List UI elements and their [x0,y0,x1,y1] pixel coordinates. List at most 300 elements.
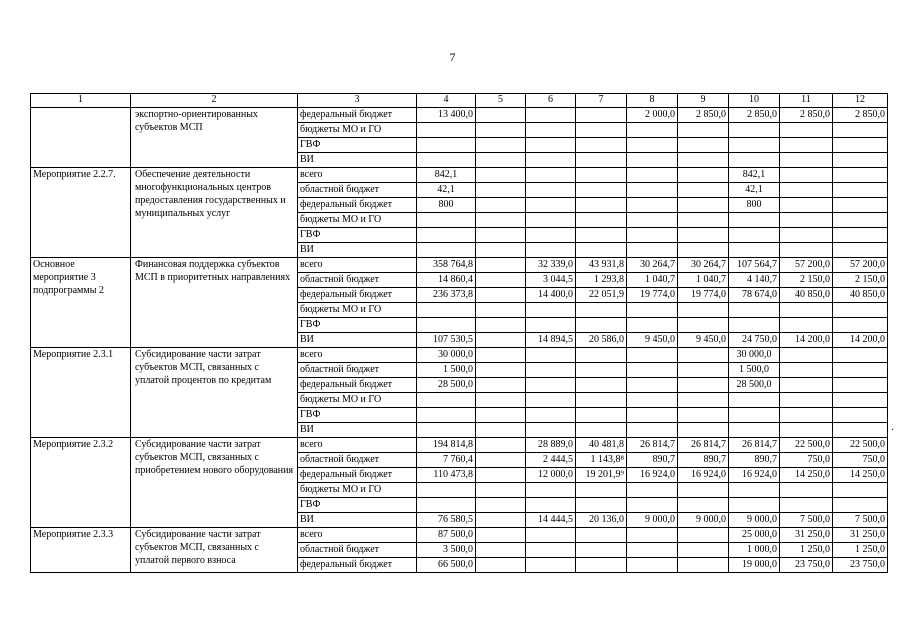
amount-cell [576,183,627,198]
amount-cell [627,423,678,438]
amount-cell [729,243,780,258]
amount-cell [729,393,780,408]
amount-cell [833,168,888,183]
amount-cell [780,393,833,408]
amount-cell [417,393,476,408]
amount-cell: 87 500,0 [417,528,476,543]
amount-cell: 1 250,0 [833,543,888,558]
amount-cell [476,198,526,213]
amount-cell: 3 044,5 [526,273,576,288]
amount-cell: 9 000,0 [729,513,780,528]
amount-cell: 23 750,0 [780,558,833,573]
amount-cell [476,378,526,393]
amount-cell [729,138,780,153]
amount-cell: 800 [417,198,476,213]
funding-source: ВИ [298,423,417,438]
amount-cell: 13 400,0 [417,108,476,123]
measure-code: Мероприятие 2.3.2 [31,438,131,528]
amount-cell: 3 500,0 [417,543,476,558]
funding-source: всего [298,168,417,183]
amount-cell [780,363,833,378]
amount-cell [833,198,888,213]
amount-cell: 7 760,4 [417,453,476,468]
amount-cell: 2 850,0 [833,108,888,123]
amount-cell [627,228,678,243]
amount-cell [780,303,833,318]
amount-cell: 40 481,8 [576,438,627,453]
amount-cell: 19 000,0 [729,558,780,573]
amount-cell: 30 264,7 [627,258,678,273]
column-number-cell: 12 [833,94,888,108]
amount-cell [780,483,833,498]
amount-cell: 31 250,0 [780,528,833,543]
amount-cell [627,543,678,558]
amount-cell [678,543,729,558]
funding-source: бюджеты МО и ГО [298,393,417,408]
amount-cell: 2 444,5 [526,453,576,468]
funding-source: ГВФ [298,228,417,243]
amount-cell: 7 500,0 [780,513,833,528]
amount-cell [526,483,576,498]
amount-cell: 40 850,0 [833,288,888,303]
amount-cell [678,183,729,198]
amount-cell [729,213,780,228]
funding-source: федеральный бюджет [298,108,417,123]
funding-source: ГВФ [298,498,417,513]
amount-cell [780,243,833,258]
measure-name: Финансовая поддержка субъектов МСП в приоритетных направлениях [131,258,298,348]
amount-cell: 22 051,9 [576,288,627,303]
amount-cell: 26 814,7 [678,438,729,453]
amount-cell [729,483,780,498]
amount-cell [678,123,729,138]
amount-cell [526,318,576,333]
amount-cell [627,483,678,498]
amount-cell [417,213,476,228]
amount-cell: 30 000,0 [417,348,476,363]
amount-cell: 66 500,0 [417,558,476,573]
amount-cell [833,318,888,333]
funding-source: областной бюджет [298,273,417,288]
measure-name: Обеспечение деятельности многофункциональных центров предоставления государственных и муниципальных услуг [131,168,298,258]
amount-cell: 2 850,0 [678,108,729,123]
amount-cell [476,483,526,498]
amount-cell [476,273,526,288]
amount-cell: 40 850,0 [780,288,833,303]
measure-code: Мероприятие 2.3.3 [31,528,131,573]
amount-cell [627,123,678,138]
amount-cell [678,483,729,498]
amount-cell [526,153,576,168]
funding-source: областной бюджет [298,453,417,468]
amount-cell [780,378,833,393]
funding-source: бюджеты МО и ГО [298,213,417,228]
amount-cell [833,423,888,438]
amount-cell [526,543,576,558]
amount-cell [476,138,526,153]
amount-cell [780,423,833,438]
funding-source: бюджеты МО и ГО [298,123,417,138]
amount-cell: 42,1 [729,183,780,198]
amount-cell: 890,7 [729,453,780,468]
amount-cell [417,153,476,168]
amount-cell: 30 264,7 [678,258,729,273]
amount-cell [833,138,888,153]
funding-source: областной бюджет [298,363,417,378]
amount-cell [526,378,576,393]
scan-mark: · [891,425,895,436]
amount-cell: 14 400,0 [526,288,576,303]
amount-cell [678,558,729,573]
amount-cell [678,318,729,333]
amount-cell [678,498,729,513]
amount-cell: 14 200,0 [780,333,833,348]
amount-cell [526,498,576,513]
amount-cell: 28 889,0 [526,438,576,453]
amount-cell [678,213,729,228]
amount-cell [476,213,526,228]
amount-cell [576,153,627,168]
amount-cell: 30 000,0 [729,348,780,363]
amount-cell [627,303,678,318]
amount-cell [833,303,888,318]
funding-source: бюджеты МО и ГО [298,303,417,318]
amount-cell [729,153,780,168]
amount-cell [576,198,627,213]
funding-source: областной бюджет [298,543,417,558]
amount-cell [678,378,729,393]
amount-cell [576,168,627,183]
amount-cell [627,363,678,378]
amount-cell: 842,1 [417,168,476,183]
measure-name: Субсидирование части затрат субъектов МСП, связанных с приобретением нового оборудования [131,438,298,528]
table-row [31,438,888,453]
amount-cell [833,153,888,168]
column-number-cell: 4 [417,94,476,108]
amount-cell [576,363,627,378]
amount-cell [576,228,627,243]
amount-cell [417,318,476,333]
amount-cell: 2 150,0 [780,273,833,288]
amount-cell [476,438,526,453]
amount-cell [780,408,833,423]
amount-cell [833,183,888,198]
funding-source: федеральный бюджет [298,288,417,303]
amount-cell [627,168,678,183]
amount-cell: 1 040,7 [678,273,729,288]
amount-cell [780,213,833,228]
amount-cell [833,408,888,423]
amount-cell [476,228,526,243]
column-number-cell: 8 [627,94,678,108]
amount-cell [417,228,476,243]
amount-cell [729,498,780,513]
amount-cell: 42,1 [417,183,476,198]
amount-cell [526,243,576,258]
funding-source: федеральный бюджет [298,468,417,483]
amount-cell: 31 250,0 [833,528,888,543]
amount-cell: 19 201,9⁹ [576,468,627,483]
amount-cell: 842,1 [729,168,780,183]
amount-cell: 1 143,8⁸ [576,453,627,468]
amount-cell: 890,7 [627,453,678,468]
amount-cell [526,183,576,198]
amount-cell [476,498,526,513]
funding-source: ГВФ [298,318,417,333]
amount-cell [576,348,627,363]
funding-source: всего [298,348,417,363]
funding-source: федеральный бюджет [298,558,417,573]
amount-cell [678,348,729,363]
amount-cell [627,213,678,228]
column-number-cell: 3 [298,94,417,108]
amount-cell [576,558,627,573]
amount-cell [780,348,833,363]
amount-cell [526,393,576,408]
amount-cell: 28 500,0 [417,378,476,393]
amount-cell [729,423,780,438]
measure-code: Мероприятие 2.3.1 [31,348,131,438]
amount-cell: 26 814,7 [627,438,678,453]
amount-cell: 1 500,0 [729,363,780,378]
measure-name: Субсидирование части затрат субъектов МСП, связанных с уплатой первого взноса [131,528,298,573]
amount-cell [627,393,678,408]
amount-cell [678,153,729,168]
amount-cell [476,153,526,168]
amount-cell [476,108,526,123]
amount-cell [576,138,627,153]
amount-cell [476,363,526,378]
amount-cell: 14 860,4 [417,273,476,288]
amount-cell [576,543,627,558]
amount-cell [678,138,729,153]
amount-cell [476,168,526,183]
amount-cell [627,528,678,543]
amount-cell: 107 530,5 [417,333,476,348]
funding-source: ГВФ [298,408,417,423]
amount-cell [678,168,729,183]
amount-cell [526,138,576,153]
amount-cell [729,408,780,423]
funding-source: областной бюджет [298,183,417,198]
amount-cell [526,363,576,378]
amount-cell: 78 674,0 [729,288,780,303]
amount-cell [678,528,729,543]
amount-cell: 32 339,0 [526,258,576,273]
amount-cell [476,258,526,273]
amount-cell [526,558,576,573]
amount-cell: 14 250,0 [833,468,888,483]
amount-cell [833,123,888,138]
amount-cell [729,228,780,243]
amount-cell [476,303,526,318]
amount-cell: 19 774,0 [627,288,678,303]
amount-cell: 9 450,0 [678,333,729,348]
amount-cell: 14 250,0 [780,468,833,483]
amount-cell: 107 564,7 [729,258,780,273]
funding-source: ВИ [298,243,417,258]
amount-cell [833,228,888,243]
amount-cell [576,528,627,543]
amount-cell [627,348,678,363]
column-number-cell: 5 [476,94,526,108]
amount-cell [833,483,888,498]
amount-cell [526,408,576,423]
amount-cell [476,528,526,543]
amount-cell: 9 450,0 [627,333,678,348]
table-row [31,348,888,363]
amount-cell [417,423,476,438]
measure-code: Мероприятие 2.2.7. [31,168,131,258]
amount-cell [576,408,627,423]
amount-cell [627,153,678,168]
amount-cell: 14 200,0 [833,333,888,348]
amount-cell: 800 [729,198,780,213]
table-row [31,528,888,543]
amount-cell: 14 444,5 [526,513,576,528]
amount-cell [678,303,729,318]
measure-code [31,108,131,168]
funding-source: федеральный бюджет [298,198,417,213]
budget-table [30,93,888,573]
amount-cell: 23 750,0 [833,558,888,573]
amount-cell [780,498,833,513]
amount-cell [526,303,576,318]
amount-cell [833,243,888,258]
amount-cell [678,243,729,258]
amount-cell [833,348,888,363]
measure-name: экспортно-ориентированных субъектов МСП [131,108,298,168]
amount-cell [576,123,627,138]
measure-name: Субсидирование части затрат субъектов МСП, связанных с уплатой процентов по кредитам [131,348,298,438]
amount-cell: 28 500,0 [729,378,780,393]
amount-cell [526,423,576,438]
amount-cell [729,123,780,138]
amount-cell [476,558,526,573]
amount-cell [678,423,729,438]
table-row [31,168,888,183]
amount-cell: 2 150,0 [833,273,888,288]
amount-cell [476,183,526,198]
funding-source: бюджеты МО и ГО [298,483,417,498]
funding-source: всего [298,528,417,543]
amount-cell: 25 000,0 [729,528,780,543]
amount-cell [576,483,627,498]
amount-cell: 1 040,7 [627,273,678,288]
amount-cell: 14 894,5 [526,333,576,348]
amount-cell [576,393,627,408]
amount-cell [627,198,678,213]
amount-cell: 22 500,0 [780,438,833,453]
amount-cell: 9 000,0 [627,513,678,528]
amount-cell: 4 140,7 [729,273,780,288]
amount-cell: 57 200,0 [833,258,888,273]
funding-source: всего [298,258,417,273]
amount-cell [576,303,627,318]
column-number-cell: 11 [780,94,833,108]
amount-cell [476,513,526,528]
amount-cell: 2 000,0 [627,108,678,123]
amount-cell [476,348,526,363]
column-number-cell: 6 [526,94,576,108]
amount-cell [833,393,888,408]
table-row [31,108,888,123]
amount-cell: 2 850,0 [780,108,833,123]
amount-cell [576,213,627,228]
funding-source: федеральный бюджет [298,378,417,393]
amount-cell: 750,0 [833,453,888,468]
page-number: 7 [449,50,456,64]
amount-cell [627,138,678,153]
amount-cell [526,528,576,543]
amount-cell [476,318,526,333]
amount-cell: 16 924,0 [627,468,678,483]
amount-cell: 1 250,0 [780,543,833,558]
amount-cell [627,558,678,573]
amount-cell [476,243,526,258]
amount-cell: 1 500,0 [417,363,476,378]
amount-cell [576,423,627,438]
amount-cell [417,498,476,513]
amount-cell: 12 000,0 [526,468,576,483]
amount-cell: 20 586,0 [576,333,627,348]
amount-cell: 1 293,8 [576,273,627,288]
amount-cell [526,198,576,213]
amount-cell: 19 774,0 [678,288,729,303]
amount-cell: 2 850,0 [729,108,780,123]
funding-source: ГВФ [298,138,417,153]
column-number-row [31,94,888,108]
amount-cell [678,363,729,378]
amount-cell [780,123,833,138]
amount-cell [678,393,729,408]
amount-cell [526,348,576,363]
amount-cell [476,453,526,468]
funding-source: ВИ [298,333,417,348]
amount-cell [476,123,526,138]
amount-cell [576,378,627,393]
amount-cell [576,243,627,258]
amount-cell: 358 764,8 [417,258,476,273]
table-row [31,258,888,273]
amount-cell: 24 750,0 [729,333,780,348]
funding-source: ВИ [298,153,417,168]
amount-cell: 43 931,8 [576,258,627,273]
amount-cell: 236 373,8 [417,288,476,303]
column-number-cell: 10 [729,94,780,108]
amount-cell [476,408,526,423]
amount-cell: 194 814,8 [417,438,476,453]
amount-cell [780,153,833,168]
amount-cell [526,108,576,123]
amount-cell: 22 500,0 [833,438,888,453]
column-number-cell: 1 [31,94,131,108]
amount-cell [576,498,627,513]
amount-cell [417,303,476,318]
amount-cell: 9 000,0 [678,513,729,528]
amount-cell [476,333,526,348]
amount-cell [780,198,833,213]
amount-cell: 20 136,0 [576,513,627,528]
amount-cell [476,468,526,483]
funding-source: всего [298,438,417,453]
amount-cell [627,243,678,258]
amount-cell [526,123,576,138]
amount-cell [476,423,526,438]
amount-cell [833,378,888,393]
amount-cell [476,288,526,303]
column-number-cell: 9 [678,94,729,108]
